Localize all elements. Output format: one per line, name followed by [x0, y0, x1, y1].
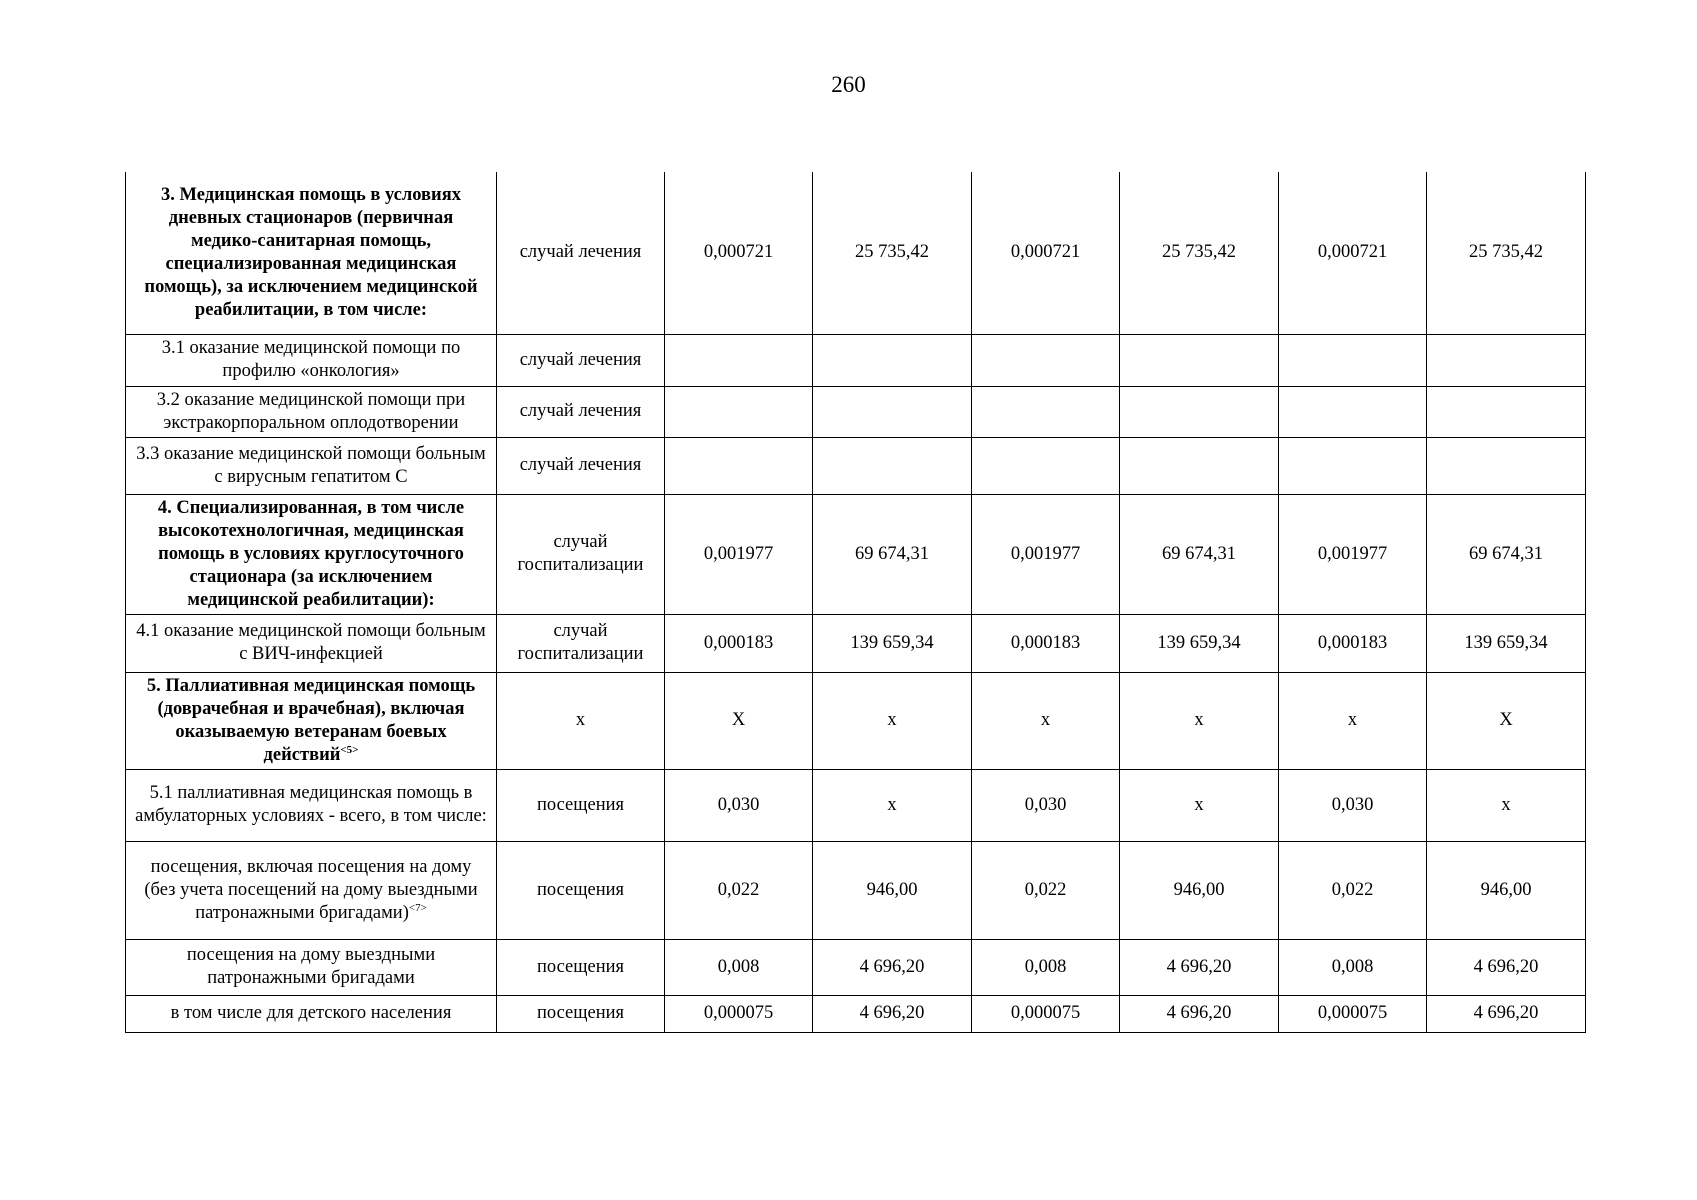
value-cell: 139 659,34: [1120, 614, 1279, 672]
value-cell: [813, 334, 972, 386]
value-cell: 0,001977: [972, 494, 1120, 614]
value-cell: [1427, 334, 1586, 386]
unit-cell: х: [497, 672, 665, 769]
value-cell: 0,022: [1279, 841, 1427, 939]
table-row: [126, 334, 1586, 386]
row-name-cell: [126, 672, 497, 769]
footnote-ref: <5>: [340, 743, 359, 756]
table-row: [126, 386, 1586, 437]
value-cell: 0,030: [1279, 769, 1427, 841]
value-cell: 0,008: [972, 939, 1120, 995]
value-cell: [1427, 437, 1586, 494]
value-cell: 0,008: [665, 939, 813, 995]
row-name-cell: 3.1 оказание медицинской помощи по профилю «онкология»: [126, 334, 497, 386]
row-name-cell: в том числе для детского населения: [126, 995, 497, 1032]
unit-cell: посещения: [497, 769, 665, 841]
value-cell: 0,000183: [1279, 614, 1427, 672]
value-cell: 0,001977: [665, 494, 813, 614]
value-cell: х: [1427, 769, 1586, 841]
value-cell: 25 735,42: [1427, 172, 1586, 334]
row-name-cell: [126, 841, 497, 939]
value-cell: х: [972, 672, 1120, 769]
unit-cell: случай госпитализации: [497, 614, 665, 672]
table-row: [126, 841, 1586, 939]
value-cell: 25 735,42: [813, 172, 972, 334]
table-row: [126, 995, 1586, 1032]
row-name-cell: 4.1 оказание медицинской помощи больным с ВИЧ-инфекцией: [126, 614, 497, 672]
table-row: [126, 614, 1586, 672]
row-name-cell: 3.3 оказание медицинской помощи больным с вирусным гепатитом С: [126, 437, 497, 494]
value-cell: 139 659,34: [813, 614, 972, 672]
value-cell: Х: [665, 672, 813, 769]
value-cell: [1120, 386, 1279, 437]
value-cell: 946,00: [1120, 841, 1279, 939]
value-cell: 4 696,20: [813, 995, 972, 1032]
value-cell: 69 674,31: [1427, 494, 1586, 614]
value-cell: 4 696,20: [1120, 939, 1279, 995]
value-cell: 0,001977: [1279, 494, 1427, 614]
value-cell: 0,000075: [665, 995, 813, 1032]
value-cell: 0,022: [665, 841, 813, 939]
row-name-cell: 5.1 паллиативная медицинская помощь в амбулаторных условиях - всего, в том числе:: [126, 769, 497, 841]
value-cell: [665, 334, 813, 386]
unit-cell: случай госпитализации: [497, 494, 665, 614]
table-row: [126, 494, 1586, 614]
value-cell: 69 674,31: [1120, 494, 1279, 614]
value-cell: 4 696,20: [1427, 995, 1586, 1032]
value-cell: 69 674,31: [813, 494, 972, 614]
unit-cell: посещения: [497, 841, 665, 939]
value-cell: 0,000721: [1279, 172, 1427, 334]
row-name-cell: 3. Медицинская помощь в условиях дневных стационаров (первичная медико-санитарная помощь, специализированная медицинская помощь), за исключением медицинской реабилитации, в том числе:: [126, 172, 497, 334]
value-cell: х: [813, 672, 972, 769]
row-name-text: 5. Паллиативная медицинская помощь (доврачебная и врачебная), включая оказываемую ветеранам боевых действий: [146, 675, 476, 765]
row-name-cell: 3.2 оказание медицинской помощи при экстракорпоральном оплодотворении: [126, 386, 497, 437]
value-cell: 0,030: [665, 769, 813, 841]
value-cell: 0,000075: [1279, 995, 1427, 1032]
table-row: [126, 172, 1586, 334]
unit-cell: случай лечения: [497, 334, 665, 386]
value-cell: 4 696,20: [813, 939, 972, 995]
page-number: 260: [831, 72, 866, 97]
value-cell: 0,000183: [972, 614, 1120, 672]
unit-cell: случай лечения: [497, 172, 665, 334]
value-cell: х: [1120, 769, 1279, 841]
value-cell: 0,000721: [972, 172, 1120, 334]
table-row: [126, 769, 1586, 841]
value-cell: 4 696,20: [1427, 939, 1586, 995]
value-cell: 0,000075: [972, 995, 1120, 1032]
value-cell: [813, 386, 972, 437]
value-cell: 0,008: [1279, 939, 1427, 995]
value-cell: [1120, 437, 1279, 494]
value-cell: [972, 386, 1120, 437]
value-cell: 139 659,34: [1427, 614, 1586, 672]
value-cell: х: [1279, 672, 1427, 769]
table-row: [126, 939, 1586, 995]
value-cell: х: [1120, 672, 1279, 769]
unit-cell: посещения: [497, 939, 665, 995]
value-cell: [1279, 334, 1427, 386]
value-cell: [1279, 437, 1427, 494]
table-row: [126, 437, 1586, 494]
value-cell: [813, 437, 972, 494]
value-cell: [665, 437, 813, 494]
value-cell: [1279, 386, 1427, 437]
value-cell: [1427, 386, 1586, 437]
value-cell: Х: [1427, 672, 1586, 769]
value-cell: [1120, 334, 1279, 386]
value-cell: х: [813, 769, 972, 841]
value-cell: 946,00: [1427, 841, 1586, 939]
value-cell: 0,000183: [665, 614, 813, 672]
footnote-ref: <7>: [408, 901, 427, 914]
value-cell: [665, 386, 813, 437]
value-cell: 946,00: [813, 841, 972, 939]
unit-cell: случай лечения: [497, 386, 665, 437]
value-cell: [972, 334, 1120, 386]
value-cell: 0,022: [972, 841, 1120, 939]
data-table: [125, 172, 1586, 1033]
row-name-cell: 4. Специализированная, в том числе высокотехнологичная, медицинская помощь в условиях круглосуточного стационара (за исключением медицинской реабилитации):: [126, 494, 497, 614]
value-cell: 0,000721: [665, 172, 813, 334]
unit-cell: случай лечения: [497, 437, 665, 494]
unit-cell: посещения: [497, 995, 665, 1032]
row-name-text: посещения, включая посещения на дому (без учета посещений на дому выездными патронажными бригадами): [144, 856, 478, 923]
table-row: [126, 672, 1586, 769]
value-cell: 25 735,42: [1120, 172, 1279, 334]
value-cell: 4 696,20: [1120, 995, 1279, 1032]
row-name-cell: посещения на дому выездными патронажными бригадами: [126, 939, 497, 995]
value-cell: [972, 437, 1120, 494]
value-cell: 0,030: [972, 769, 1120, 841]
